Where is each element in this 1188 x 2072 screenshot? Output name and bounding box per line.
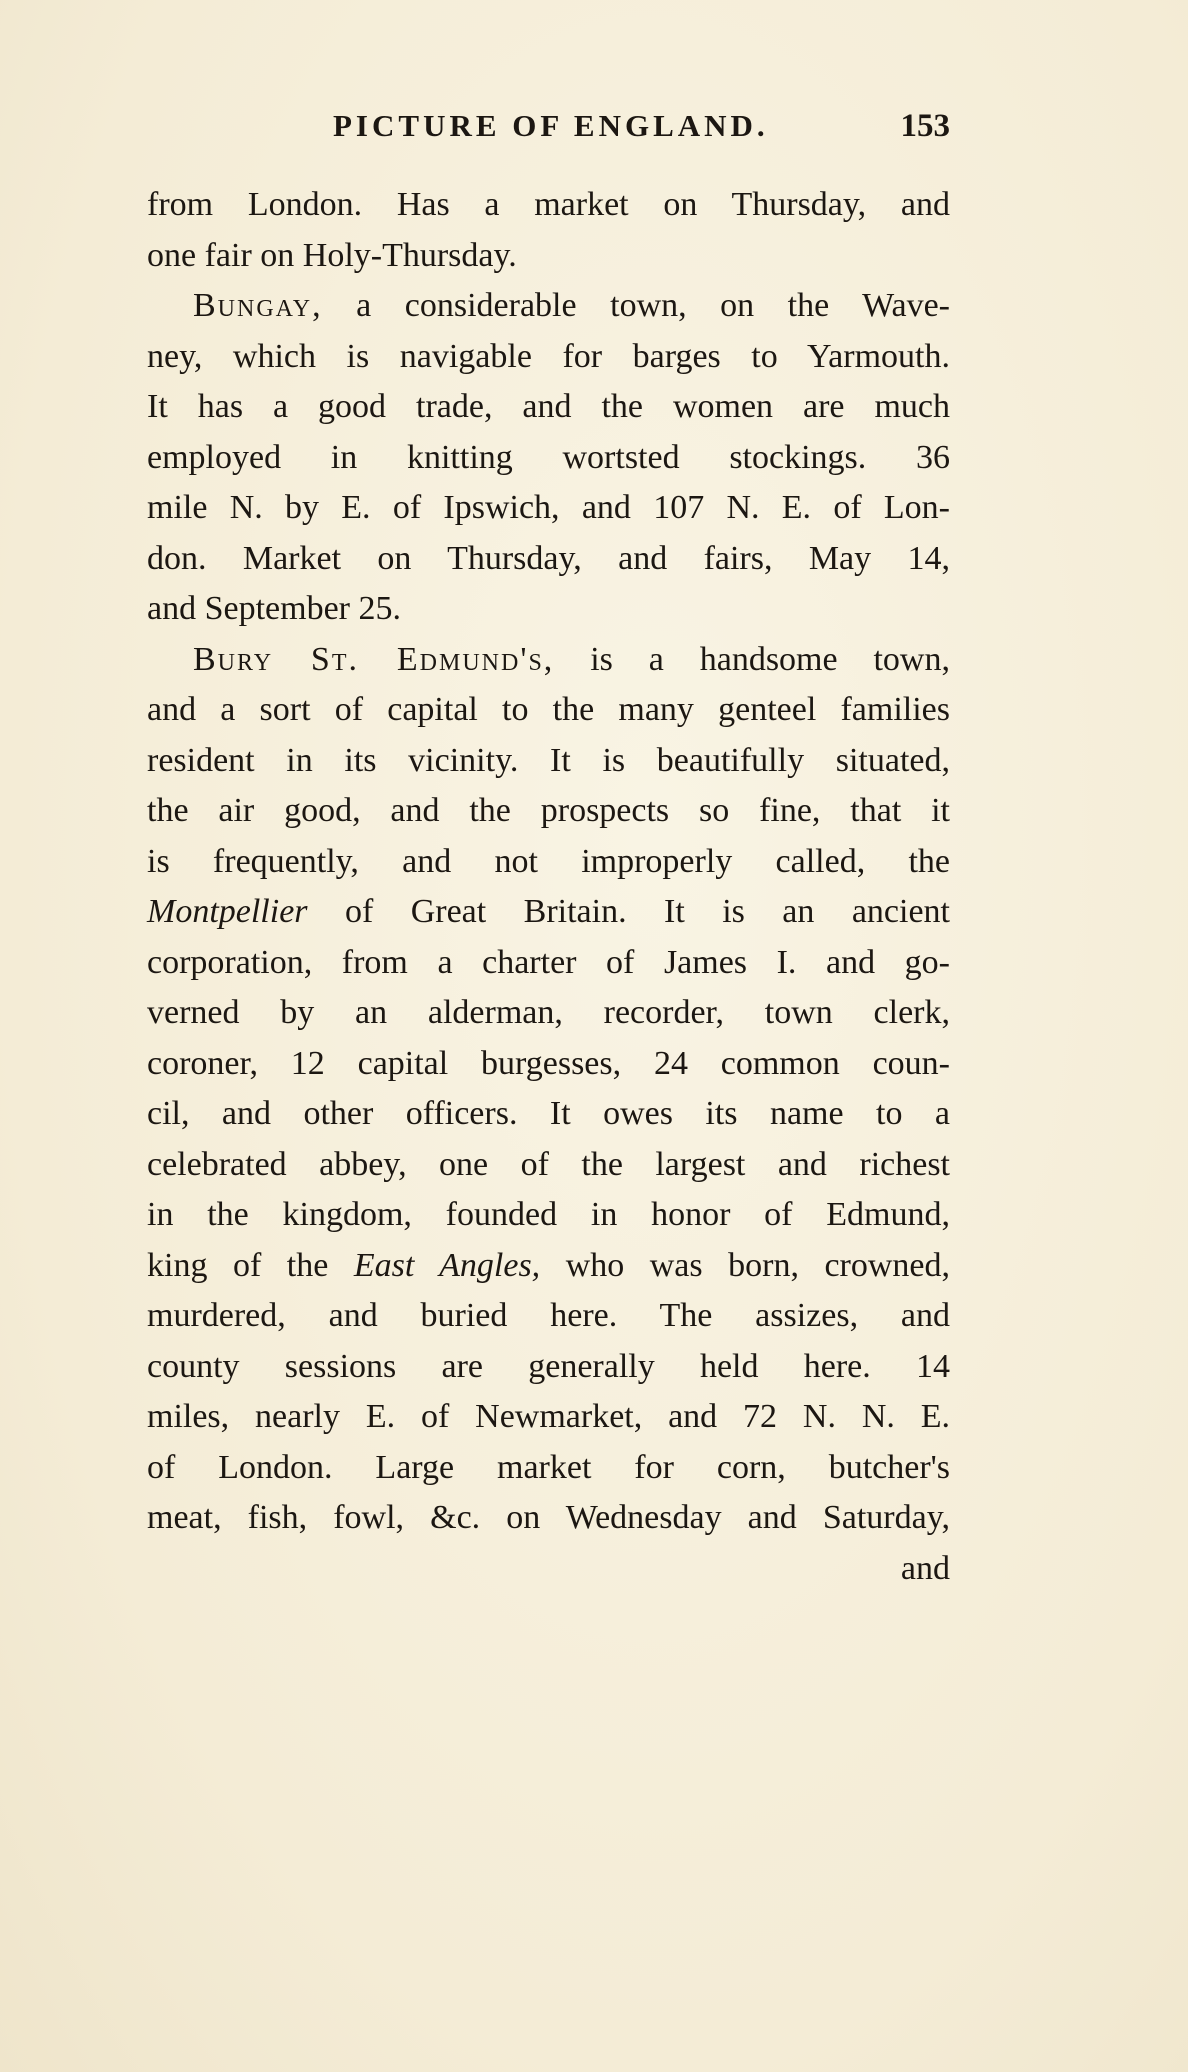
italic-text: East Angles, [353,1246,541,1284]
text-line: celebrated abbey, one of the largest and richest [147,1145,950,1183]
text-line: one fair on Holy-Thursday. [147,236,517,274]
text-fragment: king of the [147,1246,354,1284]
text-line: of London. Large market for corn, butcher's [147,1448,950,1486]
text-line: from London. Has a market on Thursday, and [147,186,950,223]
text-fragment: who was born, crowned, [540,1246,950,1284]
text-line: meat, fish, fowl, &c. on Wednesday and Saturday, [147,1499,950,1536]
text-line [147,887,950,938]
text-line: murdered, and buried here. The assizes, and [147,1297,950,1334]
entry-bungay [147,281,950,332]
text-fragment: of Great Britain. It is an ancient [307,893,950,930]
text-line: resident in its vicinity. It is beautifully situated, [147,741,950,779]
place-name: Bungay, [193,287,323,324]
place-name: Bury St. Edmund's, [193,640,555,678]
text-line: ney, which is navigable for barges to Yarmouth. [147,337,950,375]
text-fragment: a considerable town, on the Wave- [322,287,950,324]
body-text [147,180,950,1594]
text-line: and September 25. [147,590,401,627]
text-line: and a sort of capital to the many genteel families [147,691,950,728]
page-header [147,108,950,148]
italic-text: Montpellier [147,893,308,930]
text-line: mile N. by E. of Ipswich, and 107 N. E. of Lon- [147,489,950,526]
text-line: county sessions are generally held here. 14 [147,1347,950,1385]
page-number: 153 [900,108,950,144]
text-fragment: is a handsome town, [554,640,950,678]
text-line: verned by an alderman, recorder, town clerk, [147,994,950,1031]
running-head: PICTURE OF ENGLAND. [333,108,769,143]
text-line: It has a good trade, and the women are much [147,388,950,425]
text-line: is frequently, and not improperly called, the [147,842,950,880]
text-line: cil, and other officers. It owes its name to a [147,1095,950,1132]
text-line: corporation, from a charter of James I. and go- [147,943,950,981]
text-line: coroner, 12 capital burgesses, 24 common coun- [147,1044,950,1082]
catchword: and [900,1549,950,1587]
text-line [147,1241,950,1292]
text-line: in the kingdom, founded in honor of Edmund, [147,1196,950,1233]
text-line: employed in knitting wortsted stockings. 36 [147,438,950,476]
text-line: don. Market on Thursday, and fairs, May 14, [147,539,950,577]
entry-bury-st-edmunds [147,635,950,686]
text-line: miles, nearly E. of Newmarket, and 72 N. N. E. [147,1398,950,1435]
text-line: the air good, and the prospects so fine, that it [147,792,950,829]
